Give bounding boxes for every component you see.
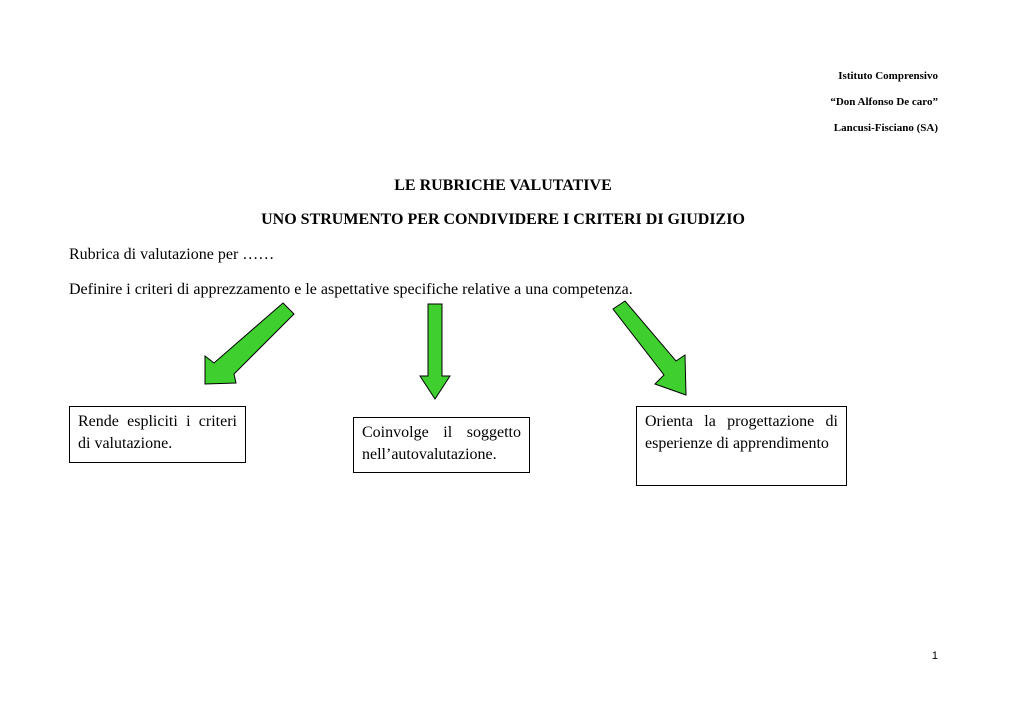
- right-arrow: [613, 301, 686, 395]
- center-arrow: [420, 304, 450, 399]
- intro-line: Rubrica di valutazione per ……: [69, 246, 275, 263]
- page-title: LE RUBRICHE VALUTATIVE: [394, 177, 612, 194]
- box-self-assessment: Coinvolge il soggetto nell’autovalutazione.: [353, 417, 530, 473]
- page-subtitle: UNO STRUMENTO PER CONDIVIDERE I CRITERI DI GIUDIZIO: [261, 211, 745, 228]
- school-location: Lancusi-Fisciano (SA): [833, 122, 938, 134]
- box-explicit-criteria: Rende espliciti i criteri di valutazione.: [69, 406, 246, 463]
- school-dedication: “Don Alfonso De caro”: [830, 96, 938, 108]
- definition-line: Definire i criteri di apprezzamento e le aspettative specifiche relative a una competenza.: [69, 281, 633, 298]
- page-number: 1: [931, 650, 938, 662]
- left-arrow: [205, 303, 294, 384]
- box-learning-design: Orienta la progettazione di esperienze di apprendimento: [636, 406, 847, 486]
- school-name: Istituto Comprensivo: [838, 70, 938, 82]
